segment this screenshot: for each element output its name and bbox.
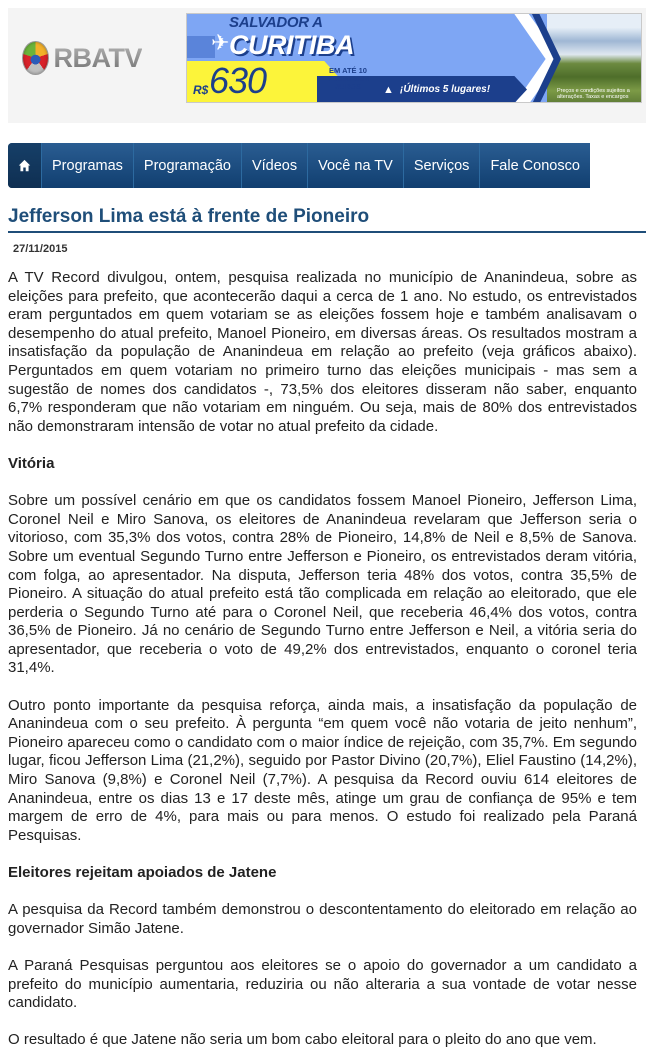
banner-currency: R$: [193, 83, 209, 97]
banner-terms: EM ATÉ 10 VEZES SEM JUROS: [326, 66, 370, 91]
article-paragraph: Sobre um possível cenário em que os candidatos fossem Manoel Pioneiro, Jefferson Lima, Coronel Neil e Miro Sanova, os eleitores de Ananindeua revelaram que Jefferson seria o vitorioso, com 35,3% dos votos, contra 28% de Pioneiro, 14,8% de Neil e 8,5% de Sanova. Sobre um eventual Segundo Turno entre Jefferson e Pioneiro, os entrevistados deram vitória, com folga, ao apresentador. Na disputa, Jefferson teria 48% dos votos, contra 35,5% de Pioneiro. A situação do atual prefeito está tão complicada em relação ao eleitorado, que ele perderia o Segundo Turno até para o Coronel Neil, que receberia 46,4% dos votos, contra 36,5% de Pioneiro. Já no cenário de Segundo Turno entre Jefferson e Neil, a vitória seria do apresentador, que receberia o voto de 49,2% dos entrevistados, enquanto o coronel teria 31,4%.: [8, 492, 637, 677]
article-paragraph: A TV Record divulgou, ontem, pesquisa realizada no município de Ananindeua, sobre as eleições para prefeito, que acontecerão daqui a cerca de 1 ano. No estudo, os entrevistados eram perguntados em quem votariam se as eleições fossem hoje e também analisavam o desempenho do atual prefeito, Manoel Pioneiro, em diversas áreas. Os resultados mostram a insatisfação da população de Ananindeua em relação ao prefeito (veja gráficos abaixo). Perguntados em quem votariam no primeiro turno das eleições municipais - mas sem a sugestão de nomes dos candidatos -, 73,5% dos eleitores disseram não saber, enquanto 6,7% responderam que não votariam em ninguém. Ou seja, mais de 80% dos entrevistados não demonstraram intensão de votar no atual prefeito da cidade.: [8, 269, 637, 435]
article-paragraph: O resultado é que Jatene não seria um bom cabo eleitoral para o pleito do ano que vem.: [8, 1031, 597, 1049]
banner-urgency: ¡Últimos 5 lugares!: [400, 84, 491, 95]
home-icon: [18, 159, 31, 172]
nav-item-programacao[interactable]: Programação: [133, 143, 241, 188]
nav-home-button[interactable]: [8, 143, 41, 188]
nav-item-servicos[interactable]: Serviços: [403, 143, 480, 188]
article-body: [8, 269, 637, 1053]
nav-item-videos[interactable]: Vídeos: [241, 143, 307, 188]
banner-fine-print: Preços e condições sujeitos a alterações. Taxas e encargos: [557, 88, 630, 100]
article-title: Jefferson Lima está à frente de Pioneiro: [8, 206, 646, 233]
banner-route-from: SALVADOR A: [229, 14, 323, 31]
nav-item-programas[interactable]: Programas: [41, 143, 133, 188]
main-nav: [8, 143, 590, 188]
article-paragraph: A pesquisa da Record também demonstrou o descontentamento do eleitorado em relação ao governador Simão Jatene.: [8, 901, 637, 937]
airplane-icon: ✈: [211, 30, 230, 55]
banner-route-to: CURITIBA: [229, 30, 354, 60]
logo-text: RBATV: [53, 42, 142, 73]
nav-item-voce-na-tv[interactable]: Você na TV: [307, 143, 403, 188]
rbatv-logo[interactable]: [22, 33, 142, 83]
ad-banner[interactable]: [186, 13, 642, 103]
banner-price: 630: [209, 60, 267, 101]
article-date: 27/11/2015: [13, 243, 68, 255]
article-subheading: Vitória: [8, 454, 55, 472]
article-paragraph: A Paraná Pesquisas perguntou aos eleitores se o apoio do governador a um candidato a prefeito do município aumentaria, reduziria ou não alteraria a sua vontade de votar nesse candidato.: [8, 956, 637, 1012]
article-subheading: Eleitores rejeitam apoiados de Jatene: [8, 864, 277, 881]
logo-ball-icon: [22, 41, 49, 75]
nav-item-fale-conosco[interactable]: Fale Conosco: [479, 143, 589, 188]
article-paragraph: Outro ponto importante da pesquisa reforça, ainda mais, a insatisfação da população de Ananindeua com o seu prefeito. À pergunta “em quem você não votaria de jeito nenhum”, Pioneiro apareceu como o candidato com o maior índice de rejeição, com 35,7%. Em segundo lugar, ficou Jefferson Lima (21,2%), seguido por Pastor Divino (20,7%), Eliel Faustino (14,2%), Miro Sanova (9,8%) e Coronel Neil (7,7%). A pesquisa da Record ouviu 614 eleitores de Ananindeua, entre os dias 13 e 17 deste mês, atinge um grau de confiança de 95% e tem margem de erro de 4%, para mais ou para menos. O estudo foi realizado pela Paraná Pesquisas.: [8, 696, 637, 844]
flame-icon: ▲: [383, 84, 394, 96]
